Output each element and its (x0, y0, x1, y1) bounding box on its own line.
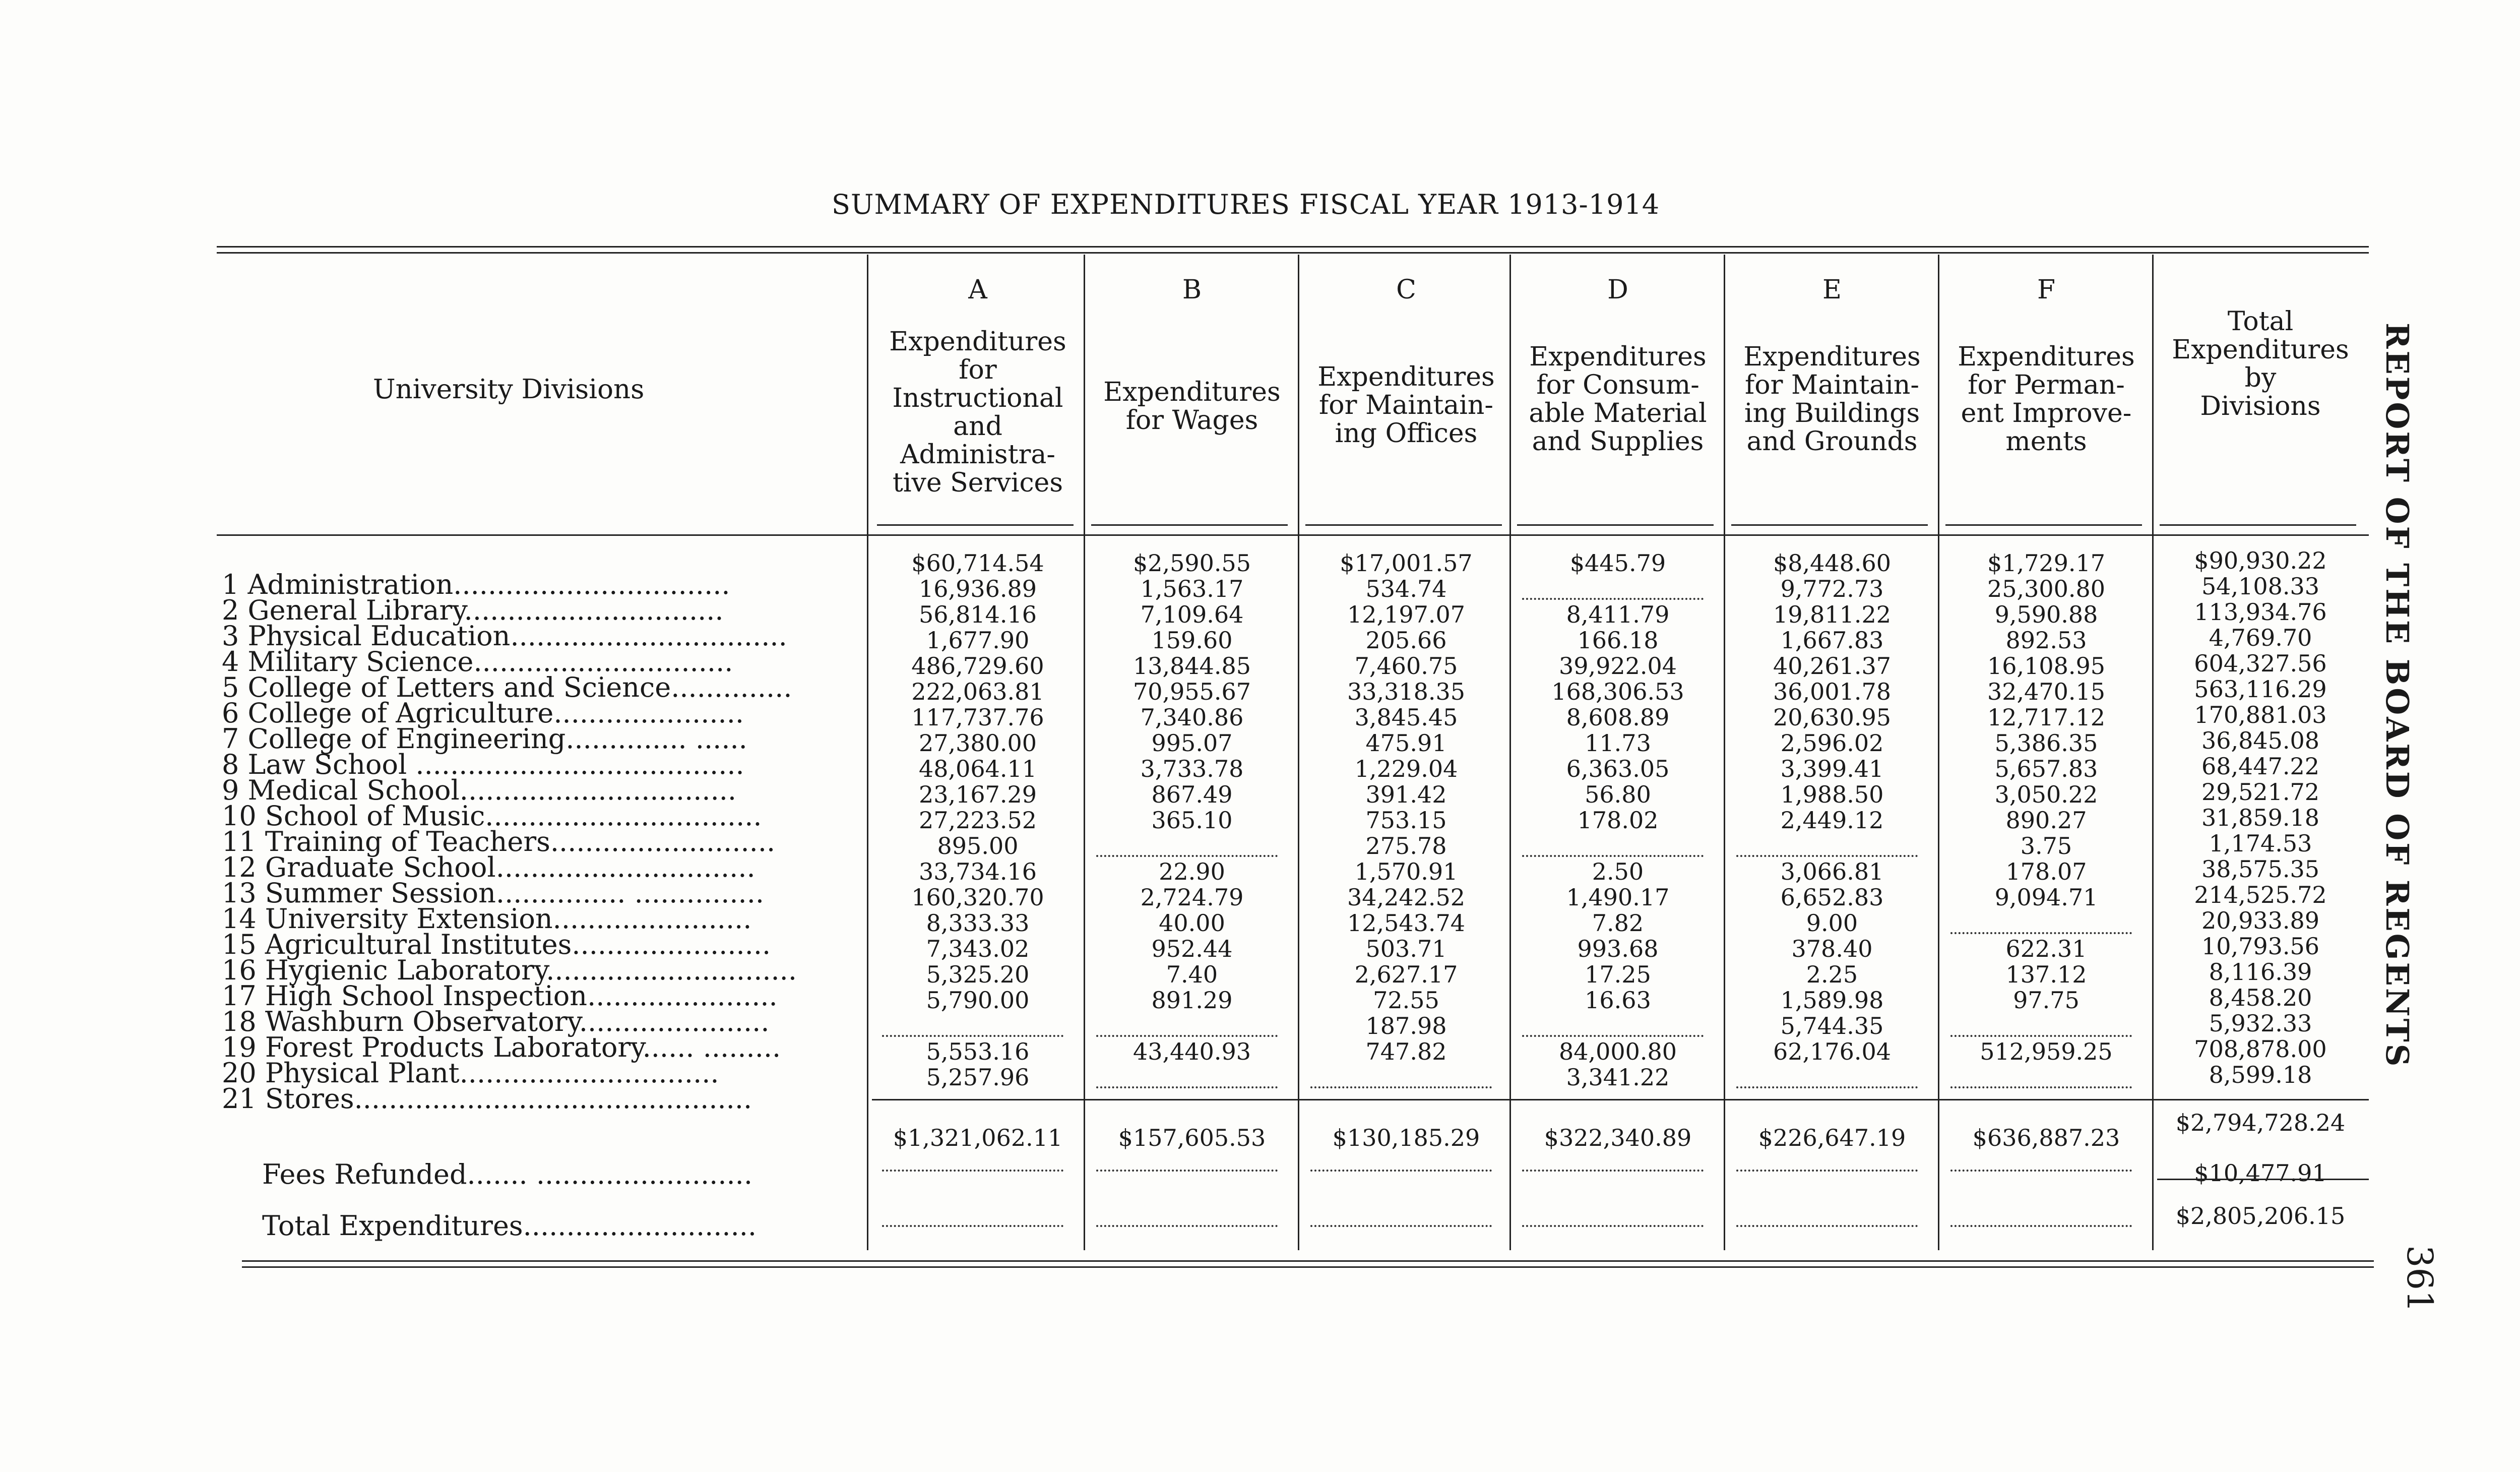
table-cell: 34,242.52 (1347, 884, 1466, 911)
table-row-label: 14 University Extension....................... (222, 903, 752, 935)
table-cell: 43,440.93 (1132, 1038, 1251, 1065)
table-cell: 6,363.05 (1566, 755, 1670, 782)
table-cell: 3,399.41 (1780, 755, 1884, 782)
table-cell: 1,667.83 (1780, 627, 1884, 654)
column-letter: E (1822, 275, 1842, 305)
table-cell: 892.53 (2005, 627, 2087, 654)
table-cell: 56,814.16 (918, 601, 1037, 628)
empty-cell-dots (1522, 1035, 1704, 1037)
table-cell: 16.63 (1585, 987, 1651, 1014)
total-expenditures-value: $2,805,206.15 (2175, 1202, 2346, 1230)
empty-cell-dots (1736, 1086, 1918, 1088)
table-cell: 622.31 (2005, 935, 2087, 962)
table-cell: 7,460.75 (1354, 652, 1458, 680)
table-cell: 10,793.56 (2201, 933, 2320, 960)
table-row-label: 13 Summer Session............... ............... (222, 877, 765, 909)
table-cell: 9,590.88 (1994, 601, 2098, 628)
table-cell: 17.25 (1585, 961, 1651, 988)
table-cell: 27,380.00 (918, 729, 1037, 757)
table-row-label: 1 Administration................................ (222, 569, 730, 600)
table-cell: 8,608.89 (1566, 704, 1670, 731)
table-row-label: 18 Washburn Observatory...................... (222, 1006, 770, 1037)
empty-cell-dots (1096, 1170, 1278, 1172)
table-cell: 84,000.80 (1558, 1038, 1677, 1065)
table-cell: 178.02 (1577, 807, 1659, 834)
col-sep-c (1298, 255, 1299, 1250)
table-cell: 48,064.11 (918, 755, 1037, 782)
column-header: Expenditures for Maintain- ing Offices (1317, 362, 1495, 449)
page-number: 361 (2399, 1245, 2440, 1313)
col-sep-f (1938, 255, 1939, 1250)
fees-refunded-label: Fees Refunded....... ......................... (262, 1158, 753, 1190)
col-sep-b (1084, 255, 1085, 1250)
table-cell: 3,733.78 (1140, 755, 1244, 782)
table-cell: 5,790.00 (926, 987, 1030, 1014)
empty-cell-dots (1096, 1086, 1278, 1088)
table-cell: $1,729.17 (1987, 549, 2106, 577)
table-cell: 2,596.02 (1780, 729, 1884, 757)
table-cell: 22.90 (1159, 858, 1225, 885)
table-cell: 604,327.56 (2194, 650, 2327, 677)
column-header: Expenditures for Consum- able Material and Supplies (1529, 342, 1707, 457)
empty-cell-dots (1096, 1035, 1278, 1037)
table-cell: 890.27 (2005, 807, 2087, 834)
empty-cell-dots (1310, 1170, 1492, 1172)
table-cell: 222,063.81 (911, 678, 1044, 705)
total-expenditures-label: Total Expenditures........................... (262, 1210, 757, 1242)
table-cell: 62,176.04 (1773, 1038, 1892, 1065)
table-cell: 214,525.72 (2194, 881, 2327, 908)
table-cell: 117,737.76 (911, 704, 1044, 731)
table-cell: 36,845.08 (2201, 727, 2320, 754)
table-cell: 1,174.53 (2209, 830, 2312, 857)
table-cell: 8,411.79 (1566, 601, 1670, 628)
table-cell: 8,116.39 (2209, 958, 2312, 986)
table-cell: $445.79 (1569, 549, 1666, 577)
table-cell: 68,447.22 (2201, 753, 2320, 780)
empty-cell-dots (1522, 598, 1704, 600)
column-header: Expenditures for Maintain- ing Buildings and Grounds (1743, 342, 1921, 457)
total-cell: $1,321,062.11 (893, 1124, 1063, 1151)
column-letter: B (1182, 275, 1202, 305)
table-cell: 995.07 (1151, 729, 1233, 757)
empty-cell-dots (1096, 1225, 1278, 1227)
column-header-rule (877, 524, 1074, 526)
table-row-label: 17 High School Inspection...................... (222, 980, 778, 1012)
table-cell: 486,729.60 (911, 652, 1044, 680)
table-cell: 7.40 (1166, 961, 1218, 988)
table-cell: 365.10 (1151, 807, 1233, 834)
table-row-label: 3 Physical Education................................ (222, 620, 787, 652)
column-header-rule (1945, 524, 2142, 526)
table-cell: 2,724.79 (1140, 884, 1244, 911)
empty-cell-dots (1950, 1225, 2132, 1227)
table-cell: 512,959.25 (1980, 1038, 2113, 1065)
table-row-label: 10 School of Music................................ (222, 800, 762, 832)
table-cell: 534.74 (1365, 575, 1447, 602)
table-cell: 7,340.86 (1140, 704, 1244, 731)
table-cell: 29,521.72 (2201, 778, 2320, 806)
table-cell: 12,197.07 (1347, 601, 1466, 628)
table-cell: 39,922.04 (1558, 652, 1677, 680)
table-cell: 5,932.33 (2209, 1010, 2312, 1037)
table-cell: 12,717.12 (1987, 704, 2106, 731)
empty-cell-dots (1950, 1086, 2132, 1088)
table-cell: 11.73 (1585, 729, 1651, 757)
table-cell: 5,386.35 (1994, 729, 2098, 757)
table-cell: 1,988.50 (1780, 781, 1884, 808)
table-cell: 7.82 (1592, 909, 1644, 937)
table-cell: 9,772.73 (1780, 575, 1884, 602)
table-cell: 5,257.96 (926, 1064, 1030, 1091)
table-cell: 1,570.91 (1354, 858, 1458, 885)
table-row-label: 2 General Library.............................. (222, 594, 724, 626)
table-cell: 895.00 (937, 832, 1019, 860)
table-cell: 16,108.95 (1987, 652, 2106, 680)
table-cell: 2.50 (1592, 858, 1644, 885)
table-cell: 3,341.22 (1566, 1064, 1670, 1091)
column-header-rule (1731, 524, 1928, 526)
table-cell: 475.91 (1365, 729, 1447, 757)
table-cell: 32,470.15 (1987, 678, 2106, 705)
table-cell: 5,553.16 (926, 1038, 1030, 1065)
table-cell: 168,306.53 (1551, 678, 1684, 705)
table-cell: $8,448.60 (1773, 549, 1892, 577)
table-cell: 5,657.83 (1994, 755, 2098, 782)
table-cell: 33,734.16 (918, 858, 1037, 885)
table-cell: 1,677.90 (926, 627, 1030, 654)
table-cell: 12,543.74 (1347, 909, 1466, 937)
bottom-rule-2 (242, 1266, 2374, 1268)
total-cell: $226,647.19 (1758, 1124, 1906, 1151)
table-cell: 6,652.83 (1780, 884, 1884, 911)
table-cell: 137.12 (2005, 961, 2087, 988)
table-cell: 1,490.17 (1566, 884, 1670, 911)
total-cell: $157,605.53 (1118, 1124, 1266, 1151)
table-cell: 3,845.45 (1354, 704, 1458, 731)
table-cell: 8,333.33 (926, 909, 1030, 937)
table-cell: 56.80 (1585, 781, 1651, 808)
table-cell: 2.25 (1806, 961, 1858, 988)
column-header: Expenditures for Instructional and Administra- tive Services (889, 327, 1066, 498)
total-cell: $130,185.29 (1332, 1124, 1480, 1151)
total-cell: $2,794,728.24 (2175, 1109, 2346, 1136)
table-cell: 159.60 (1151, 627, 1233, 654)
table-cell: 72.55 (1373, 987, 1439, 1014)
table-row-label: 15 Agricultural Institutes....................... (222, 929, 771, 960)
table-cell: 747.82 (1365, 1038, 1447, 1065)
table-cell: 3.75 (2020, 832, 2072, 860)
empty-cell-dots (882, 1225, 1063, 1227)
table-row-label: 19 Forest Products Laboratory...... ......... (222, 1031, 781, 1063)
table-cell: 891.29 (1151, 987, 1233, 1014)
empty-cell-dots (882, 1035, 1063, 1037)
table-cell: 40,261.37 (1773, 652, 1892, 680)
table-cell: 5,744.35 (1780, 1012, 1884, 1039)
table-cell: 2,449.12 (1780, 807, 1884, 834)
totals-rule (872, 1099, 2369, 1100)
table-cell: 33,318.35 (1347, 678, 1466, 705)
table-cell: 3,050.22 (1994, 781, 2098, 808)
table-cell: 708,878.00 (2194, 1035, 2327, 1063)
table-cell: 275.78 (1365, 832, 1447, 860)
table-cell: 113,934.76 (2194, 598, 2327, 626)
table-cell: 391.42 (1365, 781, 1447, 808)
table-cell: 40.00 (1159, 909, 1225, 937)
table-cell: 1,563.17 (1140, 575, 1244, 602)
empty-cell-dots (1522, 1170, 1704, 1172)
table-cell: 9,094.71 (1994, 884, 2098, 911)
table-cell: $17,001.57 (1340, 549, 1473, 577)
column-header: Total Expenditures by Divisions (2172, 306, 2349, 421)
column-header-rule (1305, 524, 1502, 526)
table-cell: 20,630.95 (1773, 704, 1892, 731)
table-row-label: 8 Law School ...................................... (222, 749, 744, 780)
division-header: University Divisions (373, 374, 645, 405)
table-cell: 563,116.29 (2194, 676, 2327, 703)
empty-cell-dots (1522, 855, 1704, 857)
column-letter: D (1607, 275, 1628, 305)
empty-cell-dots (1310, 1086, 1492, 1088)
table-cell: 166.18 (1577, 627, 1659, 654)
table-row-label: 21 Stores.............................................. (222, 1083, 752, 1115)
empty-cell-dots (1522, 1225, 1704, 1227)
table-row-label: 7 College of Engineering.............. ...... (222, 723, 747, 755)
table-cell: 8,458.20 (2209, 984, 2312, 1011)
table-cell: $2,590.55 (1132, 549, 1251, 577)
table-cell: 7,343.02 (926, 935, 1030, 962)
table-row-label: 16 Hygienic Laboratory............................. (222, 954, 797, 986)
table-cell: 178.07 (2005, 858, 2087, 885)
table-cell: 20,933.89 (2201, 907, 2320, 934)
table-cell: 753.15 (1365, 807, 1447, 834)
table-row-label: 4 Military Science.............................. (222, 646, 733, 678)
table-cell: 952.44 (1151, 935, 1233, 962)
table-cell: $60,714.54 (911, 549, 1044, 577)
empty-cell-dots (1096, 855, 1278, 857)
table-cell: 70,955.67 (1132, 678, 1251, 705)
col-sep-e (1724, 255, 1725, 1250)
table-cell: 1,229.04 (1354, 755, 1458, 782)
top-rule-2 (217, 252, 2369, 254)
table-cell: 5,325.20 (926, 961, 1030, 988)
col-sep-a (867, 255, 868, 1250)
table-cell: 8,599.18 (2209, 1061, 2312, 1088)
total-cell: $636,887.23 (1972, 1124, 2120, 1151)
table-cell: 36,001.78 (1773, 678, 1892, 705)
table-cell: 19,811.22 (1773, 601, 1892, 628)
table-cell: 1,589.98 (1780, 987, 1884, 1014)
column-letter: C (1396, 275, 1416, 305)
table-cell: 3,066.81 (1780, 858, 1884, 885)
table-cell: 9.00 (1806, 909, 1858, 937)
column-letter: F (2037, 275, 2056, 305)
table-cell: 2,627.17 (1354, 961, 1458, 988)
table-cell: 13,844.85 (1132, 652, 1251, 680)
empty-cell-dots (1736, 1225, 1918, 1227)
fees-rule (2157, 1179, 2369, 1180)
table-cell: 867.49 (1151, 781, 1233, 808)
empty-cell-dots (1736, 855, 1918, 857)
column-letter: A (968, 275, 987, 305)
empty-cell-dots (1736, 1170, 1918, 1172)
empty-cell-dots (1950, 932, 2132, 934)
empty-cell-dots (1310, 1225, 1492, 1227)
table-cell: 503.71 (1365, 935, 1447, 962)
table-cell: 97.75 (2013, 987, 2080, 1014)
column-header-rule (1517, 524, 1714, 526)
table-row-label: 6 College of Agriculture...................... (222, 697, 744, 729)
table-cell: 170,881.03 (2194, 701, 2327, 728)
column-header: Expenditures for Wages (1103, 377, 1281, 436)
table-cell: 23,167.29 (918, 781, 1037, 808)
table-cell: 205.66 (1365, 627, 1447, 654)
table-cell: 25,300.80 (1987, 575, 2106, 602)
table-row-label: 20 Physical Plant.............................. (222, 1057, 719, 1089)
fees-refunded-value: $10,477.91 (2194, 1159, 2327, 1187)
table-row-label: 9 Medical School................................ (222, 774, 737, 806)
top-rule-1 (217, 246, 2369, 248)
total-cell: $322,340.89 (1544, 1124, 1692, 1151)
page-title: SUMMARY OF EXPENDITURES FISCAL YEAR 1913-1914 (832, 189, 1660, 220)
table-row-label: 5 College of Letters and Science.............. (222, 671, 792, 703)
table-row-label: 12 Graduate School.............................. (222, 851, 755, 883)
table-cell: 38,575.35 (2201, 855, 2320, 883)
table-cell: 16,936.89 (918, 575, 1037, 602)
empty-cell-dots (882, 1170, 1063, 1172)
header-rule (217, 534, 2369, 536)
table-row-label: 11 Training of Teachers.......................... (222, 826, 776, 857)
empty-cell-dots (1950, 1170, 2132, 1172)
empty-cell-dots (1950, 1035, 2132, 1037)
table-cell: 160,320.70 (911, 884, 1044, 911)
table-cell: $90,930.22 (2194, 547, 2327, 574)
table-cell: 27,223.52 (918, 807, 1037, 834)
column-header-rule (1091, 524, 1288, 526)
bottom-rule-1 (242, 1260, 2374, 1262)
col-sep-total (2152, 255, 2154, 1250)
table-cell: 7,109.64 (1140, 601, 1244, 628)
table-cell: 54,108.33 (2201, 573, 2320, 600)
column-header-rule (2160, 524, 2356, 526)
table-cell: 378.40 (1791, 935, 1873, 962)
table-cell: 31,859.18 (2201, 804, 2320, 831)
table-cell: 187.98 (1365, 1012, 1447, 1039)
column-header: Expenditures for Perman- ent Improve- ments (1958, 342, 2135, 457)
table-cell: 993.68 (1577, 935, 1659, 962)
table-cell: 4,769.70 (2209, 624, 2312, 651)
side-header: REPORT OF THE BOARD OF REGENTS (2379, 323, 2416, 1069)
